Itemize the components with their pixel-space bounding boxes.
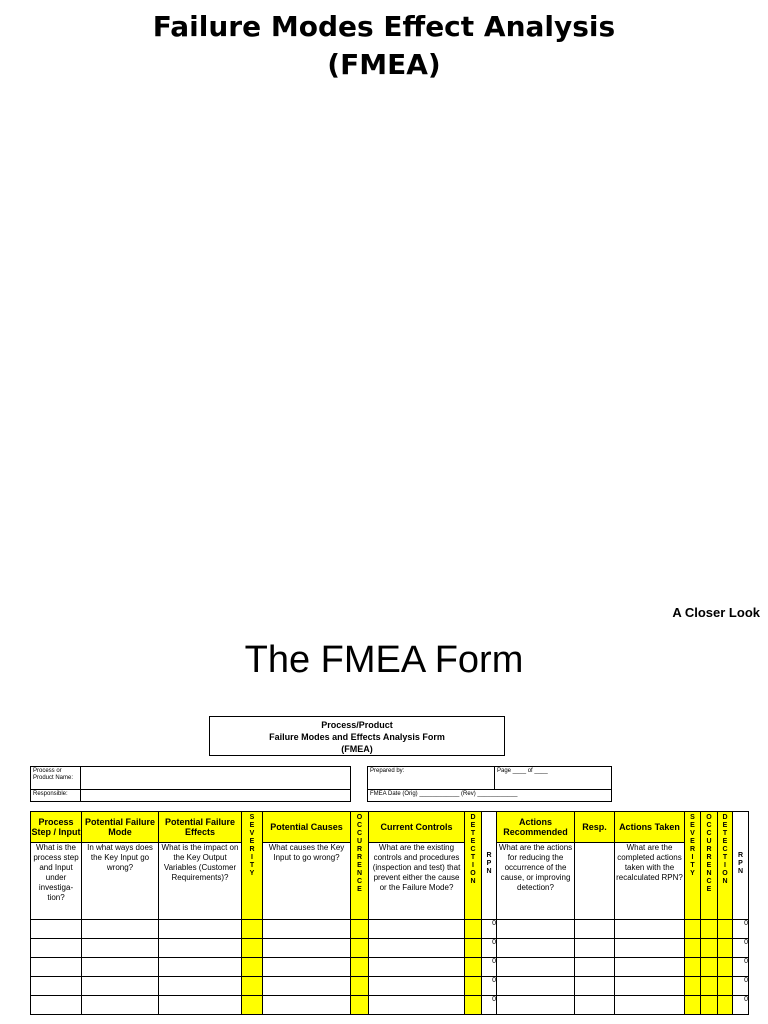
header-resp: Resp. (575, 812, 615, 843)
rpn-cell-2: 0 (733, 977, 749, 996)
prepared-by-field[interactable]: Prepared by: (367, 766, 495, 790)
desc-resp (575, 843, 615, 920)
header-actions-taken: Actions Taken (615, 812, 685, 843)
desc-failure-mode: In what ways does the Key Input go wrong? (82, 843, 159, 920)
rpn-cell: 0 (482, 977, 497, 996)
header-process-step: Process Step / Input (31, 812, 82, 843)
desc-current-controls: What are the existing controls and procedures (inspection and test) that prevent either the cause or the Failure Mode? (369, 843, 465, 920)
fmea-form-table (30, 811, 749, 1015)
form-header-line-2: Failure Modes and Effects Analysis Form (269, 732, 445, 742)
rpn-cell-2: 0 (733, 958, 749, 977)
slide-caption: A Closer Look (672, 605, 760, 620)
table-row (31, 920, 749, 939)
header-occurrence: OCCURRENCE (351, 812, 369, 920)
rpn-cell-2: 0 (733, 920, 749, 939)
form-header-line-1: Process/Product (321, 720, 393, 730)
header-detection: DETECTION (465, 812, 482, 920)
rpn-cell-2: 0 (733, 939, 749, 958)
header-current-controls: Current Controls (369, 812, 465, 843)
rpn-cell: 0 (482, 996, 497, 1015)
process-name-label: Process or Product Name: (30, 766, 81, 790)
form-header (209, 716, 505, 756)
table-row (31, 977, 749, 996)
desc-process-step: What is the process step and Input under investiga-tion? (31, 843, 82, 920)
header-occurrence-2: OCCURRENCE (701, 812, 718, 920)
desc-causes: What causes the Key Input to go wrong? (263, 843, 351, 920)
header-failure-mode: Potential Failure Mode (82, 812, 159, 843)
table-row (31, 958, 749, 977)
header-causes: Potential Causes (263, 812, 351, 843)
desc-actions-taken: What are the completed actions taken with the recalculated RPN? (615, 843, 685, 920)
slide-title (0, 8, 768, 84)
form-info-block (30, 766, 612, 802)
responsible-label: Responsible: (30, 789, 81, 802)
responsible-field[interactable] (80, 789, 351, 802)
header-failure-effects: Potential Failure Effects (159, 812, 242, 843)
rpn-cell-2: 0 (733, 996, 749, 1015)
header-row (31, 812, 749, 843)
rpn-cell: 0 (482, 939, 497, 958)
rpn-cell: 0 (482, 958, 497, 977)
header-rpn: RPN (482, 812, 497, 920)
header-rpn-2: RPN (733, 812, 749, 920)
page-field[interactable]: Page ____ of ____ (494, 766, 612, 790)
slide2-title: The FMEA Form (244, 639, 524, 681)
rpn-cell: 0 (482, 920, 497, 939)
description-row (31, 843, 749, 920)
table-row (31, 939, 749, 958)
header-severity-2: SEVERITY (685, 812, 701, 920)
title-line-2: (FMEA) (327, 48, 441, 81)
form-header-line-3: (FMEA) (341, 744, 373, 754)
desc-failure-effects: What is the impact on the Key Output Variables (Customer Requirements)? (159, 843, 242, 920)
table-row (31, 996, 749, 1015)
header-detection-2: DETECTION (718, 812, 733, 920)
fmea-date-field[interactable]: FMEA Date (Orig) ____________ (Rev) ____________ (367, 789, 612, 802)
title-line-1: Failure Modes Effect Analysis (152, 10, 616, 43)
header-actions-recommended: Actions Recommended (497, 812, 575, 843)
header-severity: SEVERITY (242, 812, 263, 920)
desc-actions-recommended: What are the actions for reducing the occurrence of the cause, or improving detection? (497, 843, 575, 920)
process-name-field[interactable] (80, 766, 351, 790)
